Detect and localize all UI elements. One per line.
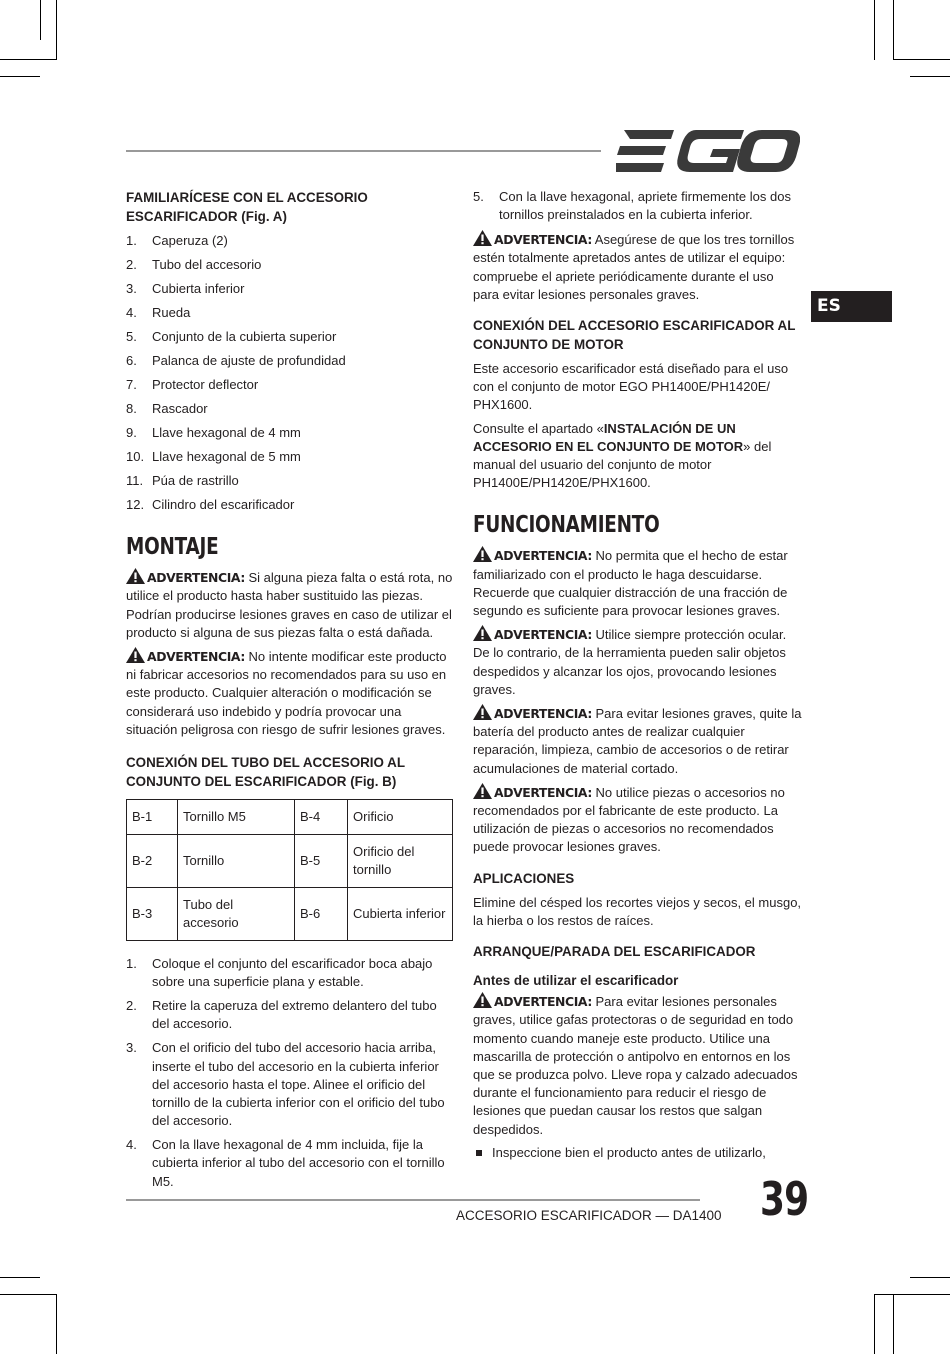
footer-title: ACCESORIO ESCARIFICADOR — DA1400 xyxy=(456,1208,722,1223)
language-tab: ES xyxy=(811,291,892,322)
list-item: 4. Con la llave hexagonal de 4 mm incluida, fije la cubierta inferior al tubo del accesorio con el tornillo M5. xyxy=(126,1137,445,1189)
list-item: 2. Tubo del accesorio xyxy=(126,257,262,272)
section-title-arranque: ARRANQUE/PARADA DEL ESCARIFICADOR xyxy=(473,944,756,960)
list-item: 7. Protector deflector xyxy=(126,377,259,392)
section-title-aplicaciones: APLICACIONES xyxy=(473,870,575,886)
crop-mark xyxy=(874,1294,950,1295)
parts-list xyxy=(126,232,453,514)
warning-triangle-icon xyxy=(473,704,492,720)
crop-mark xyxy=(0,59,57,60)
warning-triangle-icon xyxy=(473,625,492,641)
list-item: 6. Palanca de ajuste de profundidad xyxy=(126,353,346,368)
left-column xyxy=(126,188,453,1197)
crop-mark xyxy=(910,76,950,77)
list-item: Inspeccione bien el producto antes de utilizarlo, xyxy=(473,1144,803,1162)
paragraph: Elimine del césped los recortes viejos y secos, el musgo, la hierba o los restos de raíces. xyxy=(473,894,802,928)
section-title-connection-tube: CONEXIÓN DEL TUBO DEL ACCESORIO AL CONJUNTO DEL ESCARIFICADOR (Fig. B) xyxy=(126,755,405,790)
footer-rule xyxy=(126,1199,700,1201)
crop-mark xyxy=(893,1294,894,1354)
warning-paragraph: ADVERTENCIA: Para evitar lesiones personales graves, utilice gafas protectoras o de seguridad en todo momento cuando maneje este producto. Utilice una mascarilla de protección o antipolvo en entornos en los que se produzca polvo. Lleve ropa y calzado adecuados durante el funcionamiento para reducir el riesgo de lesiones que puedan causar los restos que salgan despedidos. xyxy=(473,994,798,1137)
section-subtitle-before-use: Antes de utilizar el escarificador xyxy=(473,973,679,989)
paragraph: Este accesorio escarificador está diseñado para el uso con el conjunto de motor EGO PH1400E/PH1420E/ PHX1600. xyxy=(473,361,789,413)
crop-mark xyxy=(40,0,41,40)
warning-paragraph: ADVERTENCIA: No permita que el hecho de estar familiarizado con el producto le haga descuidarse. Recuerde que cualquier distracción de una fracción de segundo es suficiente para provocar lesiones graves. xyxy=(473,548,788,619)
list-item: 1. Caperuza (2) xyxy=(126,233,228,248)
list-item: 5. Conjunto de la cubierta superior xyxy=(126,329,337,344)
table-row: B-3 Tubo del accesorio B-6 Cubierta inferior xyxy=(127,888,453,941)
warning-paragraph: ADVERTENCIA: Para evitar lesiones graves, quite la batería del producto antes de realizar cualquier reparación, limpieza, cambio de accesorios o de retirar acumulaciones de material cortado. xyxy=(473,706,802,776)
list-item: 2. Retire la caperuza del extremo delantero del tubo del accesorio. xyxy=(126,998,437,1032)
parts-table xyxy=(126,799,453,941)
warning-triangle-icon xyxy=(473,992,492,1008)
list-item: 12. Cilindro del escarificador xyxy=(126,497,295,512)
header-rule xyxy=(126,150,601,152)
warning-paragraph: ADVERTENCIA: Utilice siempre protección ocular. De lo contrario, de la herramienta pueden salir objetos despedidos y alcanzar los ojos, provocando lesiones graves. xyxy=(473,627,787,697)
crop-mark xyxy=(0,76,40,77)
crop-mark xyxy=(0,1294,57,1295)
table-row: B-2 Tornillo B-5 Orificio del tornillo xyxy=(127,835,453,888)
list-item: 1. Coloque el conjunto del escarificador boca abajo sobre una superficie plana y estable. xyxy=(126,956,433,990)
table-row: B-1 Tornillo M5 B-4 Orificio xyxy=(127,800,453,835)
warning-paragraph: ADVERTENCIA: Asegúrese de que los tres tornillos estén totalmente apretados antes de utilizar el equipo: compruebe el apriete periódicamente durante el uso para evitar lesiones personales graves. xyxy=(473,232,795,302)
crop-mark xyxy=(893,59,950,60)
list-item: 4. Rueda xyxy=(126,305,191,320)
list-item: 5. Con la llave hexagonal, apriete firmemente los dos tornillos preinstalados en la cubierta inferior. xyxy=(473,189,791,223)
section-title-connection-motor: CONEXIÓN DEL ACCESORIO ESCARIFICADOR AL CONJUNTO DE MOTOR xyxy=(473,318,796,353)
crop-mark xyxy=(893,0,894,60)
crop-mark xyxy=(0,1277,40,1278)
warning-triangle-icon xyxy=(126,568,145,584)
warning-triangle-icon xyxy=(473,230,492,246)
list-item: 9. Llave hexagonal de 4 mm xyxy=(126,425,301,440)
crop-mark xyxy=(910,1277,950,1278)
crop-mark xyxy=(56,0,57,60)
warning-triangle-icon xyxy=(473,546,492,562)
list-item: 11. Púa de rastrillo xyxy=(126,473,239,488)
list-item: 8. Rascador xyxy=(126,401,208,416)
crop-mark xyxy=(874,0,875,60)
page-number: 39 xyxy=(760,1172,809,1226)
section-title-funcionamiento: FUNCIONAMIENTO xyxy=(473,512,660,539)
steps-list-continued xyxy=(473,188,803,224)
list-item: 3. Con el orificio del tubo del accesorio hacia arriba, inserte el tubo del accesorio en la cubierta inferior del accesorio hasta el tope. Alinee el orificio del tornillo de la cubierta inferior con el orificio del tubo del accesorio. xyxy=(126,1040,445,1129)
bullet-square-icon xyxy=(476,1150,482,1156)
bullet-list xyxy=(473,1144,803,1162)
ego-logo xyxy=(616,130,800,172)
list-item: 3. Cubierta inferior xyxy=(126,281,245,296)
warning-paragraph: ADVERTENCIA: No utilice piezas o accesorios no recomendados por el fabricante de este producto. La utilización de piezas o accesorios no recomendados puede provocar lesiones graves. xyxy=(473,784,785,855)
warning-paragraph: ADVERTENCIA: No intente modificar este producto ni fabricar accesorios no recomendados para su uso en este producto. Cualquier alteración o modificación se considerará uso indebido y podría provocar una situación peligrosa con riesgo de sufrir lesiones graves. xyxy=(126,649,447,737)
warning-triangle-icon xyxy=(473,783,492,799)
section-title-montaje: MONTAJE xyxy=(126,534,219,561)
crop-mark xyxy=(874,1294,875,1354)
list-item: 10. Llave hexagonal de 5 mm xyxy=(126,449,301,464)
warning-paragraph: ADVERTENCIA: Si alguna pieza falta o está rota, no utilice el producto hasta haber sustituido las piezas. Podrían producirse lesiones graves en caso de utilizar el producto si alguna de sus piezas falta o está dañada. xyxy=(126,570,453,640)
steps-list xyxy=(126,955,453,1191)
crop-mark xyxy=(56,1294,57,1354)
section-title-familiarize: FAMILIARÍCESE CON EL ACCESORIO ESCARIFICADOR (Fig. A) xyxy=(126,190,368,224)
right-column xyxy=(473,188,803,1162)
paragraph: Consulte el apartado «INSTALACIÓN DE UN ACCESORIO EN EL CONJUNTO DE MOTOR» del manual del usuario del conjunto de motor PH1400E/PH1420E/PHX1600. xyxy=(473,420,772,491)
warning-triangle-icon xyxy=(126,647,145,663)
